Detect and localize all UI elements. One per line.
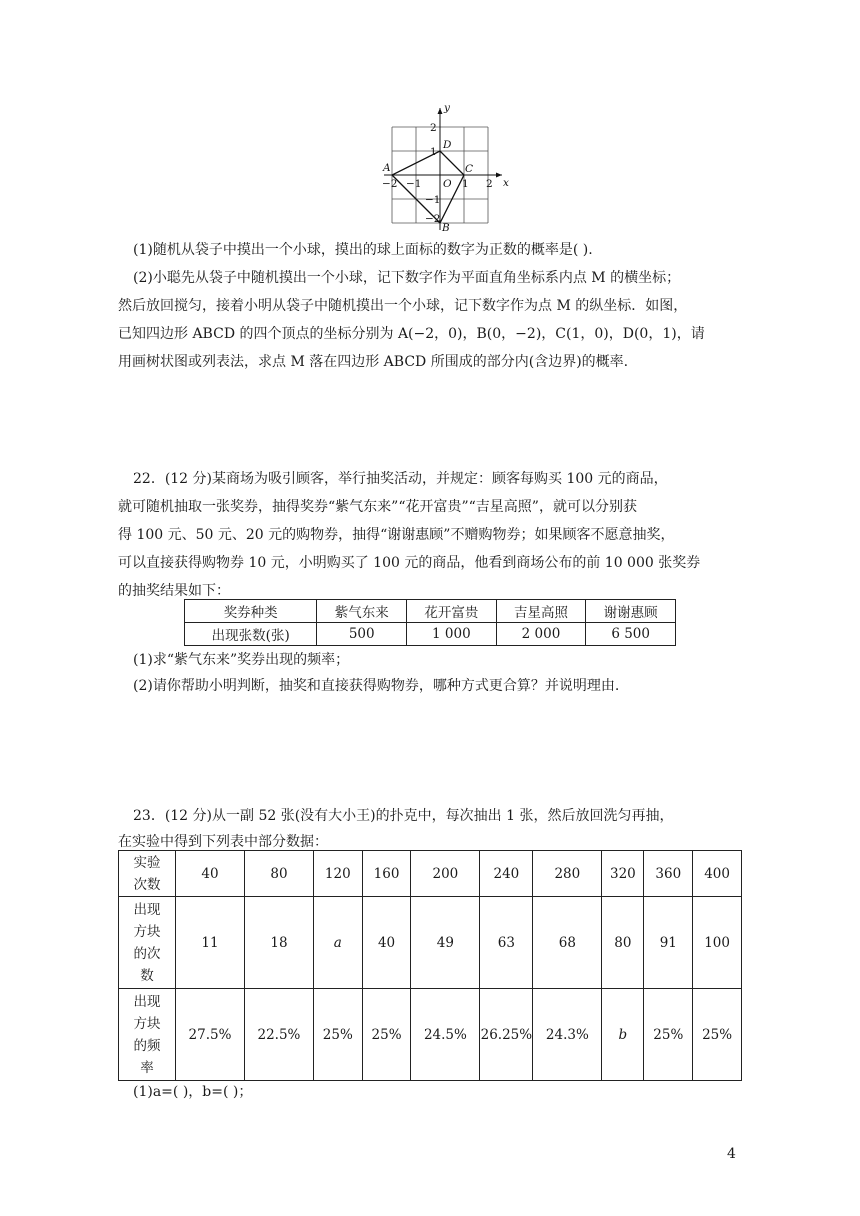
q23-sub1: (1)a=( )，b=( )；	[133, 1084, 253, 1100]
q21-part2-line1: (2)小聪先从袋子中随机摸出一个小球，记下数字作为平面直角坐标系内点 M 的横坐标；	[133, 270, 681, 286]
tick-x-1: 1	[462, 178, 469, 190]
point-b-label: B	[442, 222, 450, 234]
q22-line2: 就可随机抽取一张奖券，抽得奖券“紫气东来”“花开富贵”“吉星高照”，就可以分别获	[118, 499, 637, 515]
q21-part2-line3: 已知四边形 ABCD 的四个顶点的坐标分别为 A(−2，0)，B(0，−2)，C(1，0)，D(0，1)，请	[118, 326, 705, 342]
table-cell: 63	[480, 897, 533, 989]
x-axis-arrow	[496, 173, 502, 178]
row-label-line: 出现	[133, 993, 161, 1010]
table-row	[185, 600, 676, 623]
table-row	[119, 897, 742, 989]
y-axis-label: y	[444, 102, 450, 114]
page-number: 4	[727, 1146, 736, 1162]
row-label-line: 方块	[133, 923, 161, 940]
q23-line1: 23．(12 分)从一副 52 张(没有大小王)的扑克中，每次抽出 1 张，然后放回洗匀再抽，	[133, 808, 674, 824]
row-label-line: 次数	[133, 876, 161, 893]
table-cell: 奖券种类	[185, 600, 317, 623]
table-cell	[119, 851, 176, 897]
table-cell: 120	[313, 851, 362, 897]
q21-part1: (1)随机从袋子中摸出一个小球，摸出的球上面标的数字为正数的概率是( ).	[133, 242, 593, 258]
tick-x-2: 2	[486, 178, 493, 190]
table-row	[119, 989, 742, 1081]
table-cell: 谢谢惠顾	[586, 600, 676, 623]
table-cell: 91	[644, 897, 693, 989]
row-label-line: 数	[140, 967, 154, 984]
table-cell	[119, 897, 176, 989]
point-c-label: C	[465, 163, 474, 175]
q22-line3: 得 100 元、50 元、20 元的购物券，抽得“谢谢惠顾”不赠购物券；如果顾客不愿意抽奖，	[118, 527, 675, 543]
table-cell: 吉星高照	[496, 600, 586, 623]
table-cell: 25%	[644, 989, 693, 1081]
q22-table	[184, 599, 676, 646]
tick-y-2: 2	[430, 122, 437, 134]
table-cell: 25%	[362, 989, 411, 1081]
x-axis-label: x	[503, 177, 509, 189]
table-cell: a	[313, 897, 362, 989]
table-cell: 49	[411, 897, 480, 989]
tick-x-neg2: −2	[382, 178, 398, 190]
table-cell: 1 000	[407, 623, 497, 646]
row-label-line: 实验	[133, 854, 161, 871]
table-cell: 24.5%	[411, 989, 480, 1081]
origin-label: O	[443, 178, 452, 190]
table-cell: 360	[644, 851, 693, 897]
table-cell: 25%	[693, 989, 742, 1081]
tick-x-neg1: −1	[406, 178, 422, 190]
table-cell: 40	[176, 851, 245, 897]
q22-sub1: (1)求“紫气东来”奖券出现的频率；	[133, 652, 350, 668]
table-row	[119, 851, 742, 897]
y-axis-arrow	[438, 108, 443, 114]
table-cell: 25%	[313, 989, 362, 1081]
q23-table	[118, 850, 742, 1081]
table-cell: 280	[533, 851, 602, 897]
table-cell: 100	[693, 897, 742, 989]
table-cell: 80	[244, 851, 313, 897]
table-cell: 18	[244, 897, 313, 989]
q23-line2: 在实验中得到下列表中部分数据：	[118, 834, 328, 850]
table-cell	[119, 989, 176, 1081]
q22-line1: 22．(12 分)某商场为吸引顾客，举行抽奖活动，并规定：顾客每购买 100 元的商品，	[133, 471, 668, 487]
row-label-line: 的次	[133, 945, 161, 962]
tick-y-neg2: −2	[425, 213, 441, 225]
tick-y-neg1: −1	[425, 194, 441, 206]
table-cell: 2 000	[496, 623, 586, 646]
table-cell: 80	[602, 897, 644, 989]
table-cell: 27.5%	[176, 989, 245, 1081]
table-row	[185, 623, 676, 646]
table-cell: b	[602, 989, 644, 1081]
row-label-line: 的频	[133, 1037, 161, 1054]
table-cell: 26.25%	[480, 989, 533, 1081]
table-cell: 花开富贵	[407, 600, 497, 623]
point-d-label: D	[443, 139, 452, 151]
table-cell: 500	[317, 623, 407, 646]
q22-sub2: (2)请你帮助小明判断，抽奖和直接获得购物券，哪种方式更合算？并说明理由.	[133, 678, 620, 694]
q22-line4: 可以直接获得购物券 10 元，小明购买了 100 元的商品，他看到商场公布的前 10 000 张奖券	[118, 555, 701, 571]
tick-y-1: 1	[430, 146, 437, 158]
table-cell: 6 500	[586, 623, 676, 646]
table-cell: 160	[362, 851, 411, 897]
row-label-line: 方块	[133, 1015, 161, 1032]
point-a-label: A	[383, 162, 391, 174]
q22-line5: 的抽奖结果如下：	[118, 583, 230, 599]
table-cell: 68	[533, 897, 602, 989]
row-label-line: 出现	[133, 901, 161, 918]
q21-part2-line4: 用画树状图或列表法，求点 M 落在四边形 ABCD 所围成的部分内(含边界)的概率.	[118, 354, 629, 370]
coordinate-figure	[380, 100, 520, 240]
table-cell: 320	[602, 851, 644, 897]
table-cell: 40	[362, 897, 411, 989]
table-cell: 11	[176, 897, 245, 989]
table-cell: 紫气东来	[317, 600, 407, 623]
q21-part2-line2: 然后放回搅匀，接着小明从袋子中随机摸出一个小球，记下数字作为点 M 的纵坐标．如图，	[118, 298, 688, 314]
table-cell: 240	[480, 851, 533, 897]
table-cell: 24.3%	[533, 989, 602, 1081]
table-cell: 200	[411, 851, 480, 897]
table-cell: 出现张数(张)	[185, 623, 317, 646]
table-cell: 22.5%	[244, 989, 313, 1081]
row-label-line: 率	[140, 1059, 154, 1076]
table-cell: 400	[693, 851, 742, 897]
